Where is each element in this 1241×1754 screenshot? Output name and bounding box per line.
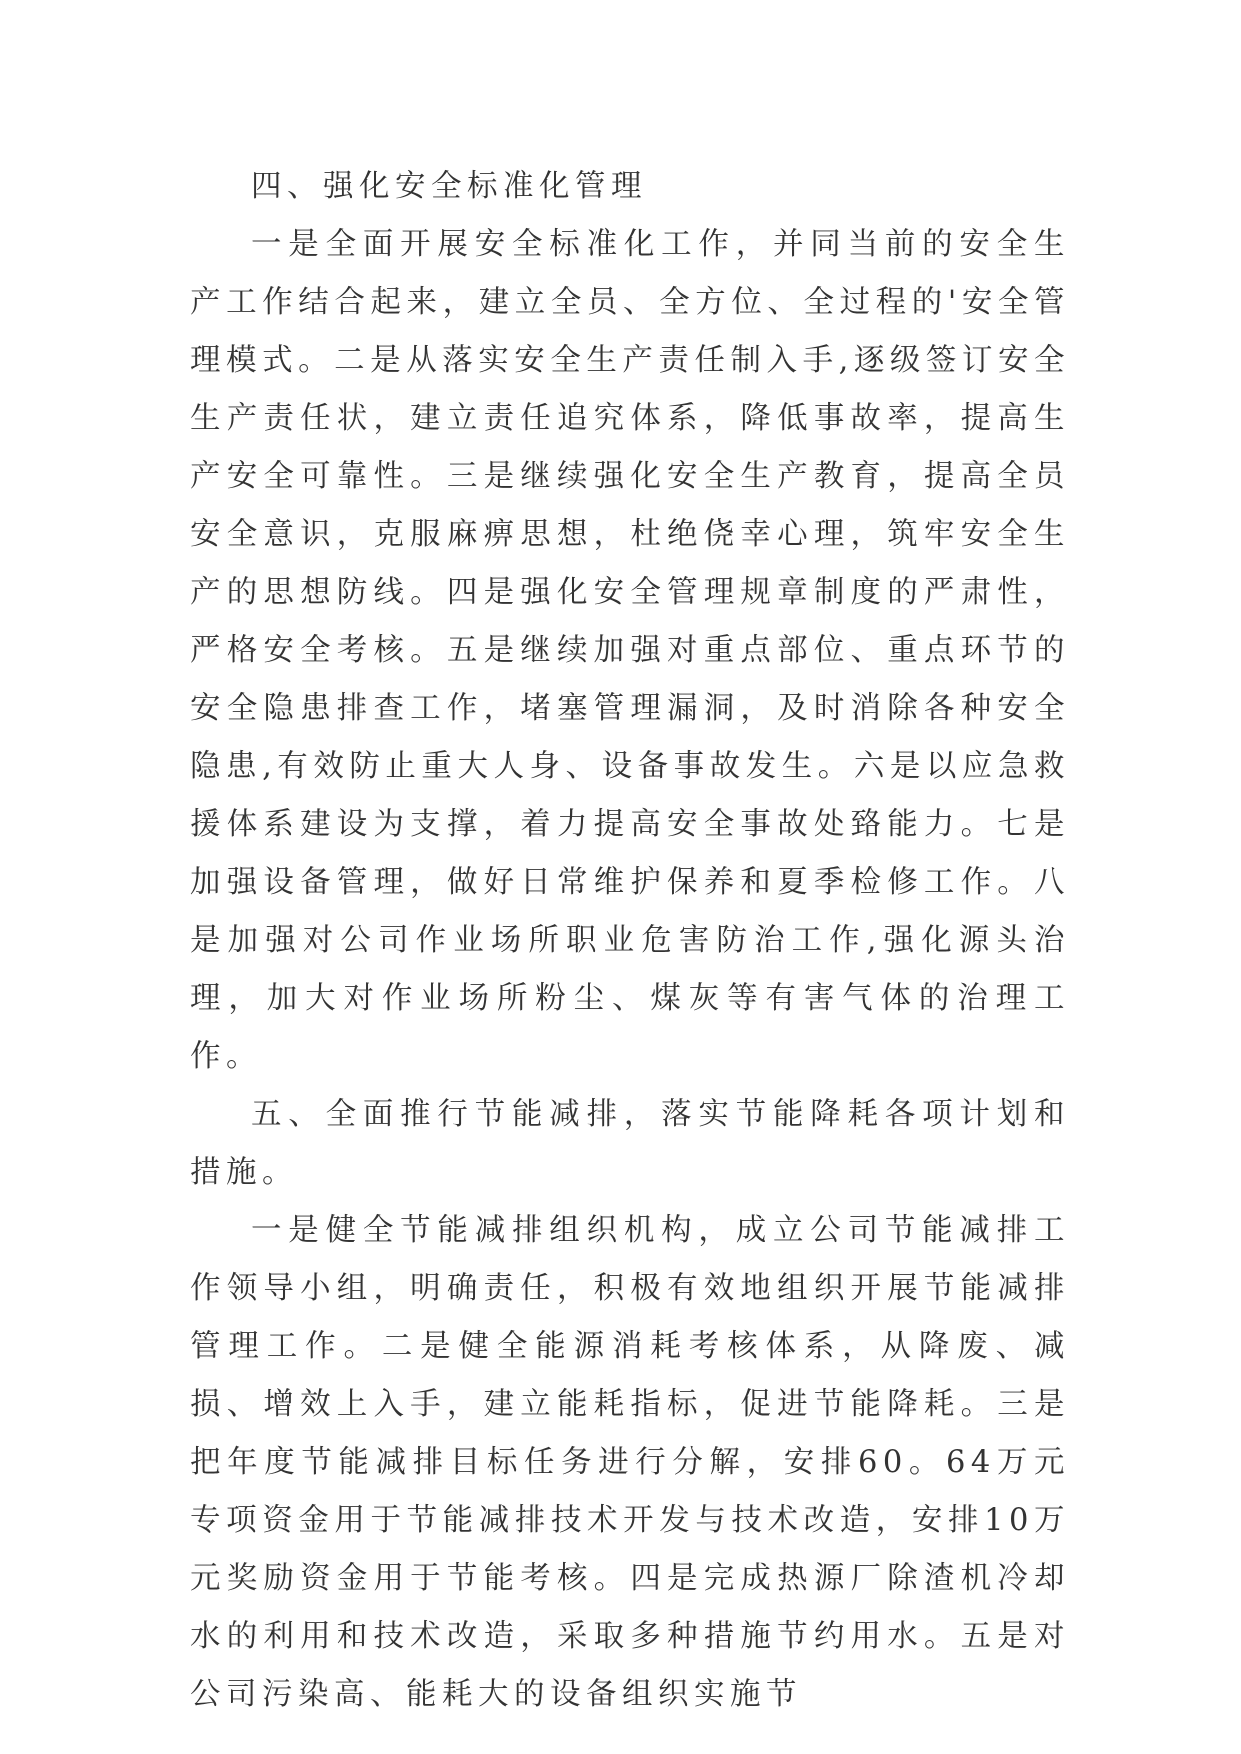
section-four-body: 一是全面开展安全标准化工作，并同当前的安全生产工作结合起来，建立全员、全方位、全过程的'安全管理模式。二是从落实安全生产责任制入手,逐级签订安全生产责任状，建立责任追究体系，降低事故率，提高生产安全可靠性。三是继续强化安全生产教育，提高全员安全意识，克服麻痹思想，杜绝侥幸心理，筑牢安全生产的思想防线。四是强化安全管理规章制度的严肃性，严格安全考核。五是继续加强对重点部位、重点环节的安全隐患排查工作，堵塞管理漏洞，及时消除各种安全隐患,有效防止重大人身、设备事故发生。六是以应急救援体系建设为支撑，着力提高安全事故处臵能力。七是加强设备管理，做好日常维护保养和夏季检修工作。八是加强对公司作业场所职业危害防治工作,强化源头治理，加大对作业场所粉尘、煤灰等有害气体的治理工作。	[190, 227, 1070, 1074]
section-five-heading: 五、全面推行节能减排，落实节能降耗各项计划和措施。	[190, 1097, 1070, 1190]
section-five-body: 一是健全节能减排组织机构，成立公司节能减排工作领导小组，明确责任，积极有效地组织开展节能减排管理工作。二是健全能源消耗考核体系，从降废、减损、增效上入手，建立能耗指标，促进节能降耗。三是把年度节能减排目标任务进行分解，安排60。64万元专项资金用于节能减排技术开发与技术改造，安排10万元奖励资金用于节能考核。四是完成热源厂除渣机冷却水的利用和技术改造，采取多种措施节约用水。五是对公司污染高、能耗大的设备组织实施节	[190, 1213, 1070, 1712]
document-page	[190, 158, 1070, 1724]
section-four-heading: 四、强化安全标准化管理	[251, 169, 647, 204]
